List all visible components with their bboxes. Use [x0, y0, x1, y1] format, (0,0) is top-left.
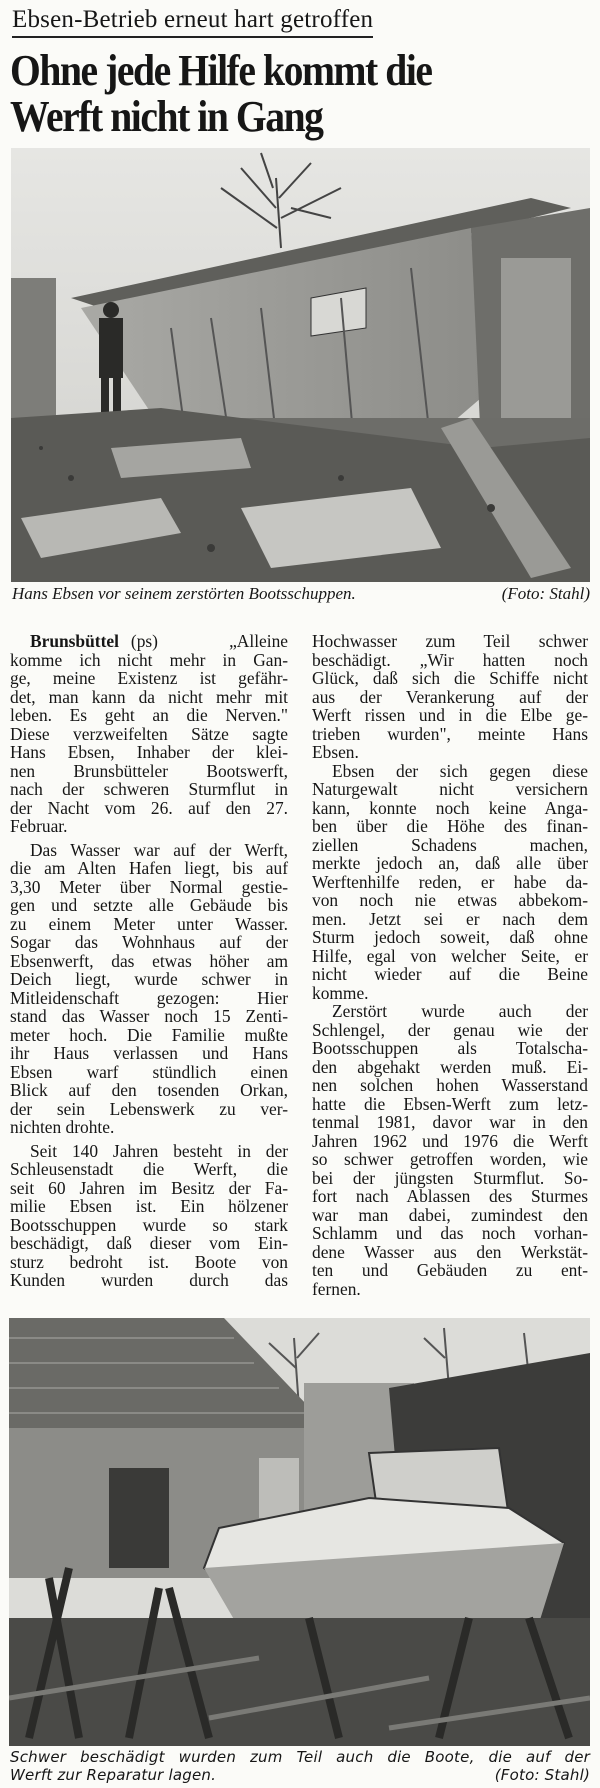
text-line: Diese verzweifelten Sätze sagte	[10, 723, 288, 744]
text-line: von noch nie etwas abbekom-	[312, 890, 588, 910]
text-line: dene Wasser aus den Werkstät-	[312, 1241, 588, 1262]
text-line: nen Brunsbütteler Bootswerft,	[10, 760, 288, 781]
caption-text: Hans Ebsen vor seinem zerstörten Bootsschuppen.	[12, 584, 356, 603]
text-line: Hans Ebsen, Inhaber der klei-	[10, 742, 288, 762]
text-line: fernen.	[312, 1278, 361, 1299]
text-line: nichten drohte.	[10, 1117, 115, 1137]
text-line: Februar.	[10, 816, 68, 836]
text-line: den abgehakt werden muß. Ei-	[312, 1056, 588, 1077]
text-line: Ebsen der sich gegen diese	[332, 760, 588, 781]
photo-caption	[10, 1748, 590, 1784]
text-line: trieben wurden", meinte Hans	[312, 723, 588, 744]
article-paragraph	[10, 1142, 288, 1290]
text-line: aus der Verankerung auf der	[312, 686, 588, 707]
text-line: nen solchen hohen Wasserstand	[312, 1075, 588, 1095]
article-paragraph	[312, 1002, 588, 1298]
text-line: gen und setzte alle Gebäude bis	[10, 895, 288, 915]
text-line: kann, konnte noch keine Anga-	[312, 797, 588, 818]
text-line: Sogar das Wohnhaus auf der	[10, 932, 288, 952]
text-line: Hilfe, egal von welcher Seite, er	[312, 945, 588, 966]
text-line: der Nacht vom 26. auf den 27.	[10, 797, 288, 818]
text-line: Jahren 1962 und 1976 die Werft	[312, 1130, 588, 1151]
article-column-right	[312, 632, 588, 1298]
photo-destroyed-boat-shed	[11, 148, 590, 582]
text-line: Mitleidenschaft gezogen: Hier	[10, 987, 288, 1008]
text-line: milie Ebsen ist. Ein hölzener	[10, 1196, 288, 1216]
text-line: meter hoch. Die Familie mußte	[10, 1024, 288, 1045]
text-line: hatte die Ebsen-Werft zum letz-	[312, 1093, 588, 1114]
text-line: Blick auf den tosenden Orkan,	[10, 1080, 288, 1100]
text-line: sturz bedroht ist. Boote von	[10, 1251, 288, 1272]
text-line: seit 60 Jahren im Besitz der Fa-	[10, 1177, 288, 1198]
text-line: men. Jetzt sei er nach dem	[312, 908, 588, 929]
text-line: nach der schweren Sturmflut in	[10, 779, 288, 799]
text-line: so schwer getroffen worden, wie	[312, 1149, 588, 1169]
text-line: ziellen Schadens machen,	[312, 834, 588, 855]
text-line-rest: (ps) „Alleine	[130, 631, 288, 651]
text-line: der sein Lebenswerk zu ver-	[10, 1098, 288, 1119]
article-kicker: Ebsen-Betrieb erneut hart getroffen	[12, 6, 373, 38]
text-line: beschädigt, daß dieser vom Ein-	[10, 1233, 288, 1253]
photo-credit: (Foto: Stahl)	[494, 1766, 590, 1784]
text-line: fort nach Ablassen des Sturmes	[312, 1186, 588, 1206]
text-line: Werftenhilfe reden, er habe da-	[312, 871, 588, 892]
text-line: komme ich nicht mehr in Gan-	[10, 649, 288, 670]
text-line: ihr Haus verlassen und Hans	[10, 1043, 288, 1063]
text-line: Schlengel, der genau wie der	[312, 1019, 588, 1040]
caption-line: Schwer beschädigt wurden zum Teil auch die Boote, die auf der	[10, 1748, 590, 1766]
text-line: det, man kann da nicht mehr mit	[10, 686, 288, 707]
text-line: Ebsen.	[312, 742, 359, 762]
text-line: nicht wieder auf die Beine	[312, 964, 588, 984]
text-line: Schleusenstadt die Werft, die	[10, 1159, 288, 1179]
caption-line: Werft zur Reparatur lagen.	[10, 1766, 217, 1784]
text-line: 3,30 Meter über Normal gestie-	[10, 876, 288, 897]
text-line: die am Alten Hafen liegt, bis auf	[10, 858, 288, 878]
headline-line: Werft nicht in Gang	[10, 92, 323, 141]
headline-line: Ohne jede Hilfe kommt die	[10, 46, 432, 95]
text-line: Zerstört wurde auch der	[332, 1001, 588, 1021]
photo-caption	[12, 584, 590, 604]
text-line: ben über die Höhe des finan-	[312, 816, 588, 836]
text-line: Schlamm und das noch vorhan-	[312, 1223, 588, 1243]
text-line: ten und Gebäuden zu ent-	[312, 1260, 588, 1280]
text-line	[10, 632, 288, 651]
text-line: Seit 140 Jahren besteht in der	[30, 1140, 288, 1161]
text-line: Ebsenwerft, das etwas höher am	[10, 950, 288, 971]
text-line: Sturm jedoch soweit, daß ohne	[312, 927, 588, 947]
text-line: zu einem Meter unter Wasser.	[10, 913, 288, 934]
text-line: Glück, daß sich die Schiffe nicht	[312, 668, 588, 688]
text-line: war man dabei, zumindest den	[312, 1204, 588, 1225]
text-line: beschädigt. „Wir hatten noch	[312, 649, 588, 670]
photo-credit: (Foto: Stahl)	[501, 584, 590, 603]
text-line: Ebsen warf stündlich einen	[10, 1061, 288, 1082]
text-line: stand das Wasser noch 15 Zenti-	[10, 1006, 288, 1026]
text-line: Bootsschuppen wurde so stark	[10, 1214, 288, 1235]
article-paragraph	[312, 762, 588, 1003]
photo-damaged-boat	[9, 1318, 590, 1746]
text-line: Deich liegt, wurde schwer in	[10, 969, 288, 989]
text-line: merkte jedoch an, daß alle über	[312, 853, 588, 873]
text-line: Das Wasser war auf der Werft,	[30, 839, 288, 860]
article-paragraph	[10, 841, 288, 1137]
text-line: Hochwasser zum Teil schwer	[312, 631, 588, 651]
text-line: Kunden wurden durch das	[10, 1270, 288, 1290]
text-line: Werft rissen und in die Elbe ge-	[312, 705, 588, 725]
text-line: tenmal 1981, davor war in den	[312, 1112, 588, 1132]
text-line: Naturgewalt nicht versichern	[312, 779, 588, 799]
article-paragraph	[10, 632, 288, 836]
article-paragraph	[312, 632, 588, 762]
text-line: komme.	[312, 982, 369, 1003]
dateline: Brunsbüttel	[30, 631, 119, 651]
article-column-left	[10, 632, 288, 1290]
text-line: leben. Es geht an die Nerven."	[10, 705, 288, 725]
text-line: ge, meine Existenz ist gefähr-	[10, 668, 288, 688]
text-line: Bootsschuppen als Totalscha-	[312, 1038, 588, 1058]
text-line: bei der jüngsten Sturmflut. So-	[312, 1167, 588, 1188]
article-headline	[10, 48, 432, 140]
